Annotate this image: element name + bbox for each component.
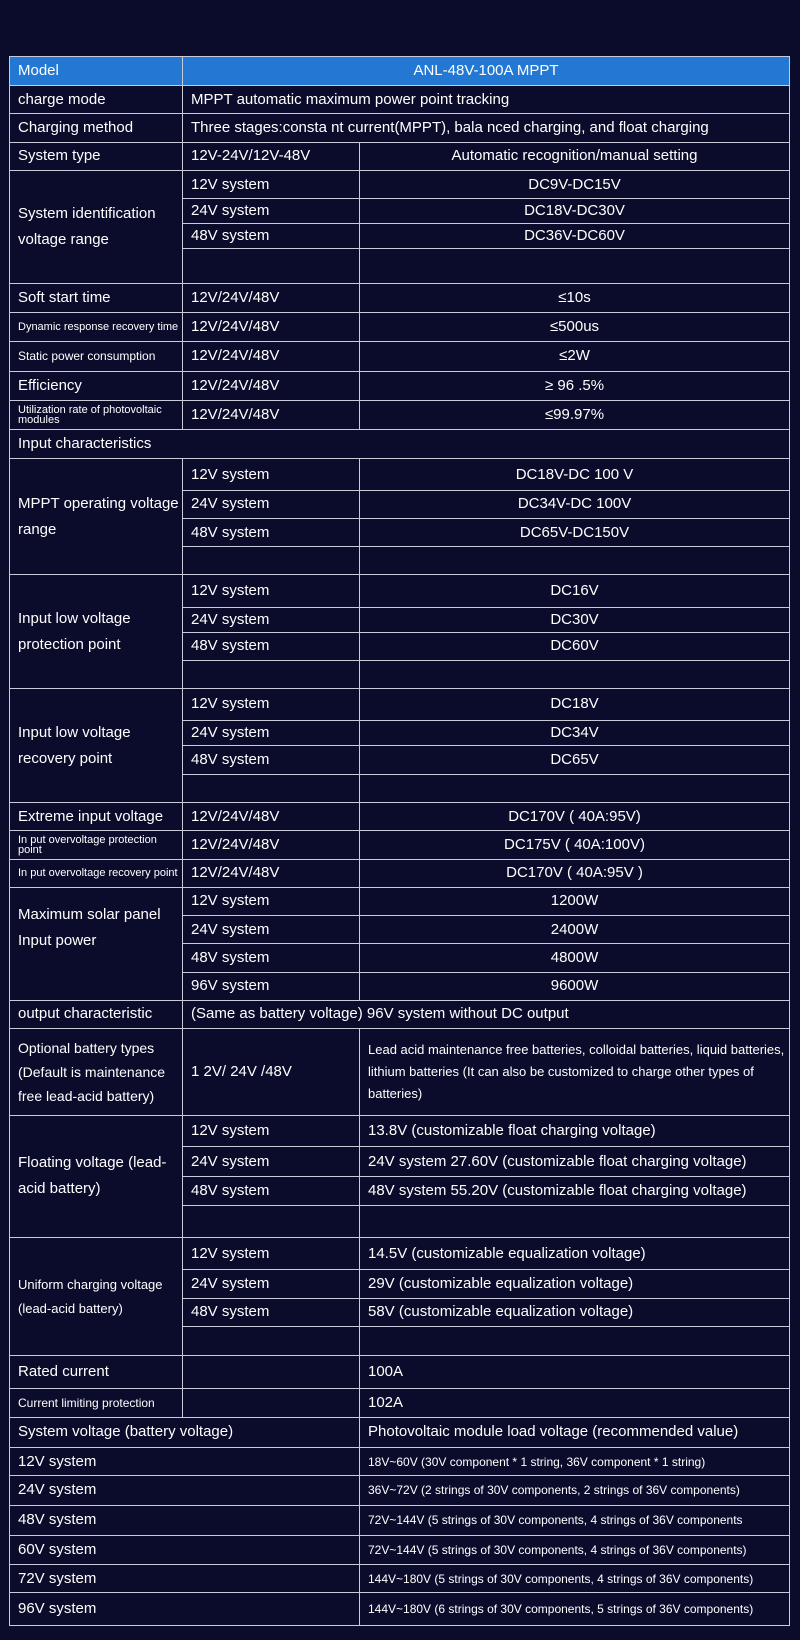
table-row <box>10 342 790 371</box>
row-value: 2400W <box>360 916 790 944</box>
row-system: 12V/24V/48V <box>183 313 360 342</box>
table-row <box>10 114 790 142</box>
row-system: 12V/24V/48V <box>183 831 360 859</box>
row-value: 100A <box>360 1356 790 1389</box>
row-system: 12V system <box>183 170 360 198</box>
row-value: DC16V <box>360 575 790 607</box>
group-label: MPPT operating voltage range <box>10 459 183 575</box>
row-value: 24V system 27.60V (customizable float charging voltage) <box>360 1147 790 1177</box>
table-row <box>10 1028 790 1115</box>
blank-cell <box>183 1205 360 1237</box>
row-value: 102A <box>360 1389 790 1417</box>
row-system: 24V system <box>183 1270 360 1298</box>
row-system: 24V system <box>183 720 360 745</box>
row-label: In put overvoltage recovery point <box>10 859 183 887</box>
row-value: 29V (customizable equalization voltage) <box>360 1270 790 1298</box>
pv-header-value: Photovoltaic module load voltage (recommended value) <box>360 1417 790 1447</box>
row-system: 12V system <box>183 575 360 607</box>
row-value: DC30V <box>360 607 790 632</box>
row-value: ≤99.97% <box>360 400 790 429</box>
pv-system: 72V system <box>10 1565 360 1593</box>
row-value: DC175V ( 40A:100V) <box>360 831 790 859</box>
table-row <box>10 1476 790 1505</box>
row-system: 12V/24V/48V <box>183 400 360 429</box>
row-system: 24V system <box>183 1147 360 1177</box>
row-system: 48V system <box>183 745 360 774</box>
section-title: Input characteristics <box>10 430 790 459</box>
pv-value: 72V~144V (5 strings of 30V components, 4 strings of 36V components <box>360 1505 790 1535</box>
pv-system: 24V system <box>10 1476 360 1505</box>
blank-cell <box>360 1326 790 1355</box>
row-value: ≤2W <box>360 342 790 371</box>
blank-cell <box>360 774 790 802</box>
row-value: (Same as battery voltage) 96V system without DC output <box>183 1000 790 1028</box>
row-value: DC65V <box>360 745 790 774</box>
blank-cell <box>360 547 790 575</box>
row-system: 12V/24V/48V <box>183 371 360 400</box>
row-label: Utilization rate of photovoltaic modules <box>10 400 183 429</box>
row-value: ≤10s <box>360 283 790 312</box>
blank-cell <box>360 661 790 689</box>
table-row <box>10 887 790 915</box>
row-system: 48V system <box>183 632 360 660</box>
row-system: 12V system <box>183 459 360 490</box>
pv-system: 12V system <box>10 1448 360 1476</box>
blank-cell <box>183 1326 360 1355</box>
row-value: DC9V-DC15V <box>360 170 790 198</box>
row-system: 96V system <box>183 972 360 1000</box>
row-label: System type <box>10 142 183 170</box>
pv-value: 36V~72V (2 strings of 30V components, 2 strings of 36V components) <box>360 1476 790 1505</box>
table-row <box>10 1535 790 1564</box>
row-value: DC18V-DC 100 V <box>360 459 790 490</box>
table-row <box>10 283 790 312</box>
blank-cell <box>183 1389 360 1417</box>
blank-cell <box>183 661 360 689</box>
table-row <box>10 859 790 887</box>
row-system: 48V system <box>183 224 360 249</box>
section-row <box>10 430 790 459</box>
table-row <box>10 1417 790 1447</box>
table-row <box>10 831 790 859</box>
row-system: 48V system <box>183 518 360 546</box>
row-system: 12V system <box>183 1237 360 1269</box>
pv-system: 60V system <box>10 1535 360 1564</box>
table-row <box>10 86 790 114</box>
row-value: DC170V ( 40A:95V ) <box>360 859 790 887</box>
row-value: DC34V-DC 100V <box>360 490 790 518</box>
row-system: 48V system <box>183 1177 360 1205</box>
row-label: Charging method <box>10 114 183 142</box>
row-value: MPPT automatic maximum power point tracking <box>183 86 790 114</box>
blank-cell <box>183 249 360 283</box>
row-system: 48V system <box>183 1298 360 1326</box>
pv-header-system: System voltage (battery voltage) <box>10 1417 360 1447</box>
row-value: 1200W <box>360 887 790 915</box>
model-value: ANL-48V-100A MPPT <box>183 57 790 86</box>
row-system: 12V/24V/48V <box>183 342 360 371</box>
table-row <box>10 1237 790 1269</box>
table-row <box>10 400 790 429</box>
group-label: Input low voltage recovery point <box>10 689 183 803</box>
row-label: Current limiting protection <box>10 1389 183 1417</box>
table-row <box>10 1356 790 1389</box>
row-label: charge mode <box>10 86 183 114</box>
table-row <box>10 1565 790 1593</box>
pv-value: 72V~144V (5 strings of 30V components, 4 strings of 36V components) <box>360 1535 790 1564</box>
table-row <box>10 142 790 170</box>
row-label: Dynamic response recovery time <box>10 313 183 342</box>
group-label: Uniform charging voltage (lead-acid battery) <box>10 1237 183 1355</box>
group-label: Floating voltage (lead-acid battery) <box>10 1115 183 1237</box>
row-label: output characteristic <box>10 1000 183 1028</box>
row-label: Efficiency <box>10 371 183 400</box>
row-value: ≥ 96 .5% <box>360 371 790 400</box>
row-value: DC60V <box>360 632 790 660</box>
row-value: ≤500us <box>360 313 790 342</box>
group-label: Input low voltage protection point <box>10 575 183 689</box>
row-system: 24V system <box>183 916 360 944</box>
row-system: 24V system <box>183 199 360 224</box>
row-system: 12V system <box>183 689 360 720</box>
pv-system: 96V system <box>10 1593 360 1626</box>
row-system: 1 2V/ 24V /48V <box>183 1028 360 1115</box>
row-label: Extreme input voltage <box>10 803 183 831</box>
row-system: 12V-24V/12V-48V <box>183 142 360 170</box>
group-label: Maximum solar panel Input power <box>10 887 183 1000</box>
blank-cell <box>183 774 360 802</box>
row-system: 12V/24V/48V <box>183 859 360 887</box>
table-row <box>10 170 790 198</box>
table-header-row <box>10 57 790 86</box>
table-row <box>10 689 790 720</box>
row-value: Three stages:consta nt current(MPPT), bala nced charging, and float charging <box>183 114 790 142</box>
pv-system: 48V system <box>10 1505 360 1535</box>
pv-value: 18V~60V (30V component * 1 string, 36V component * 1 string) <box>360 1448 790 1476</box>
row-value: DC65V-DC150V <box>360 518 790 546</box>
row-value: 9600W <box>360 972 790 1000</box>
row-system: 12V system <box>183 1115 360 1146</box>
blank-cell <box>183 1356 360 1389</box>
row-value: Lead acid maintenance free batteries, colloidal batteries, liquid batteries, lithium batteries (It can also be customized to charge other types of batteries) <box>360 1028 790 1115</box>
pv-value: 144V~180V (5 strings of 30V components, 4 strings of 36V components) <box>360 1565 790 1593</box>
table-row <box>10 371 790 400</box>
table-row <box>10 803 790 831</box>
table-row <box>10 1389 790 1417</box>
table-row <box>10 575 790 607</box>
row-value: DC18V-DC30V <box>360 199 790 224</box>
blank-cell <box>183 547 360 575</box>
model-label: Model <box>10 57 183 86</box>
group-label: System identification voltage range <box>10 170 183 283</box>
row-value: DC34V <box>360 720 790 745</box>
row-value: 4800W <box>360 944 790 972</box>
row-value: DC36V-DC60V <box>360 224 790 249</box>
row-value: DC170V ( 40A:95V) <box>360 803 790 831</box>
row-label: Soft start time <box>10 283 183 312</box>
row-value: DC18V <box>360 689 790 720</box>
row-system: 24V system <box>183 490 360 518</box>
row-value: 13.8V (customizable float charging voltage) <box>360 1115 790 1146</box>
row-label: Static power consumption <box>10 342 183 371</box>
row-value: 58V (customizable equalization voltage) <box>360 1298 790 1326</box>
row-system: 12V/24V/48V <box>183 803 360 831</box>
table-row <box>10 1115 790 1146</box>
row-value: Automatic recognition/manual setting <box>360 142 790 170</box>
row-system: 48V system <box>183 944 360 972</box>
table-row <box>10 1448 790 1476</box>
table-row <box>10 459 790 490</box>
row-label: Optional battery types (Default is maintenance free lead-acid battery) <box>10 1028 183 1115</box>
table-row <box>10 1593 790 1626</box>
table-row <box>10 313 790 342</box>
spec-table <box>9 56 790 1626</box>
row-label: Rated current <box>10 1356 183 1389</box>
row-value: 48V system 55.20V (customizable float charging voltage) <box>360 1177 790 1205</box>
table-row <box>10 1000 790 1028</box>
blank-cell <box>360 1205 790 1237</box>
blank-cell <box>360 249 790 283</box>
row-value: 14.5V (customizable equalization voltage) <box>360 1237 790 1269</box>
row-system: 24V system <box>183 607 360 632</box>
row-label: In put overvoltage protection point <box>10 831 183 859</box>
table-row <box>10 1505 790 1535</box>
pv-value: 144V~180V (6 strings of 30V components, 5 strings of 36V components) <box>360 1593 790 1626</box>
row-system: 12V/24V/48V <box>183 283 360 312</box>
row-system: 12V system <box>183 887 360 915</box>
